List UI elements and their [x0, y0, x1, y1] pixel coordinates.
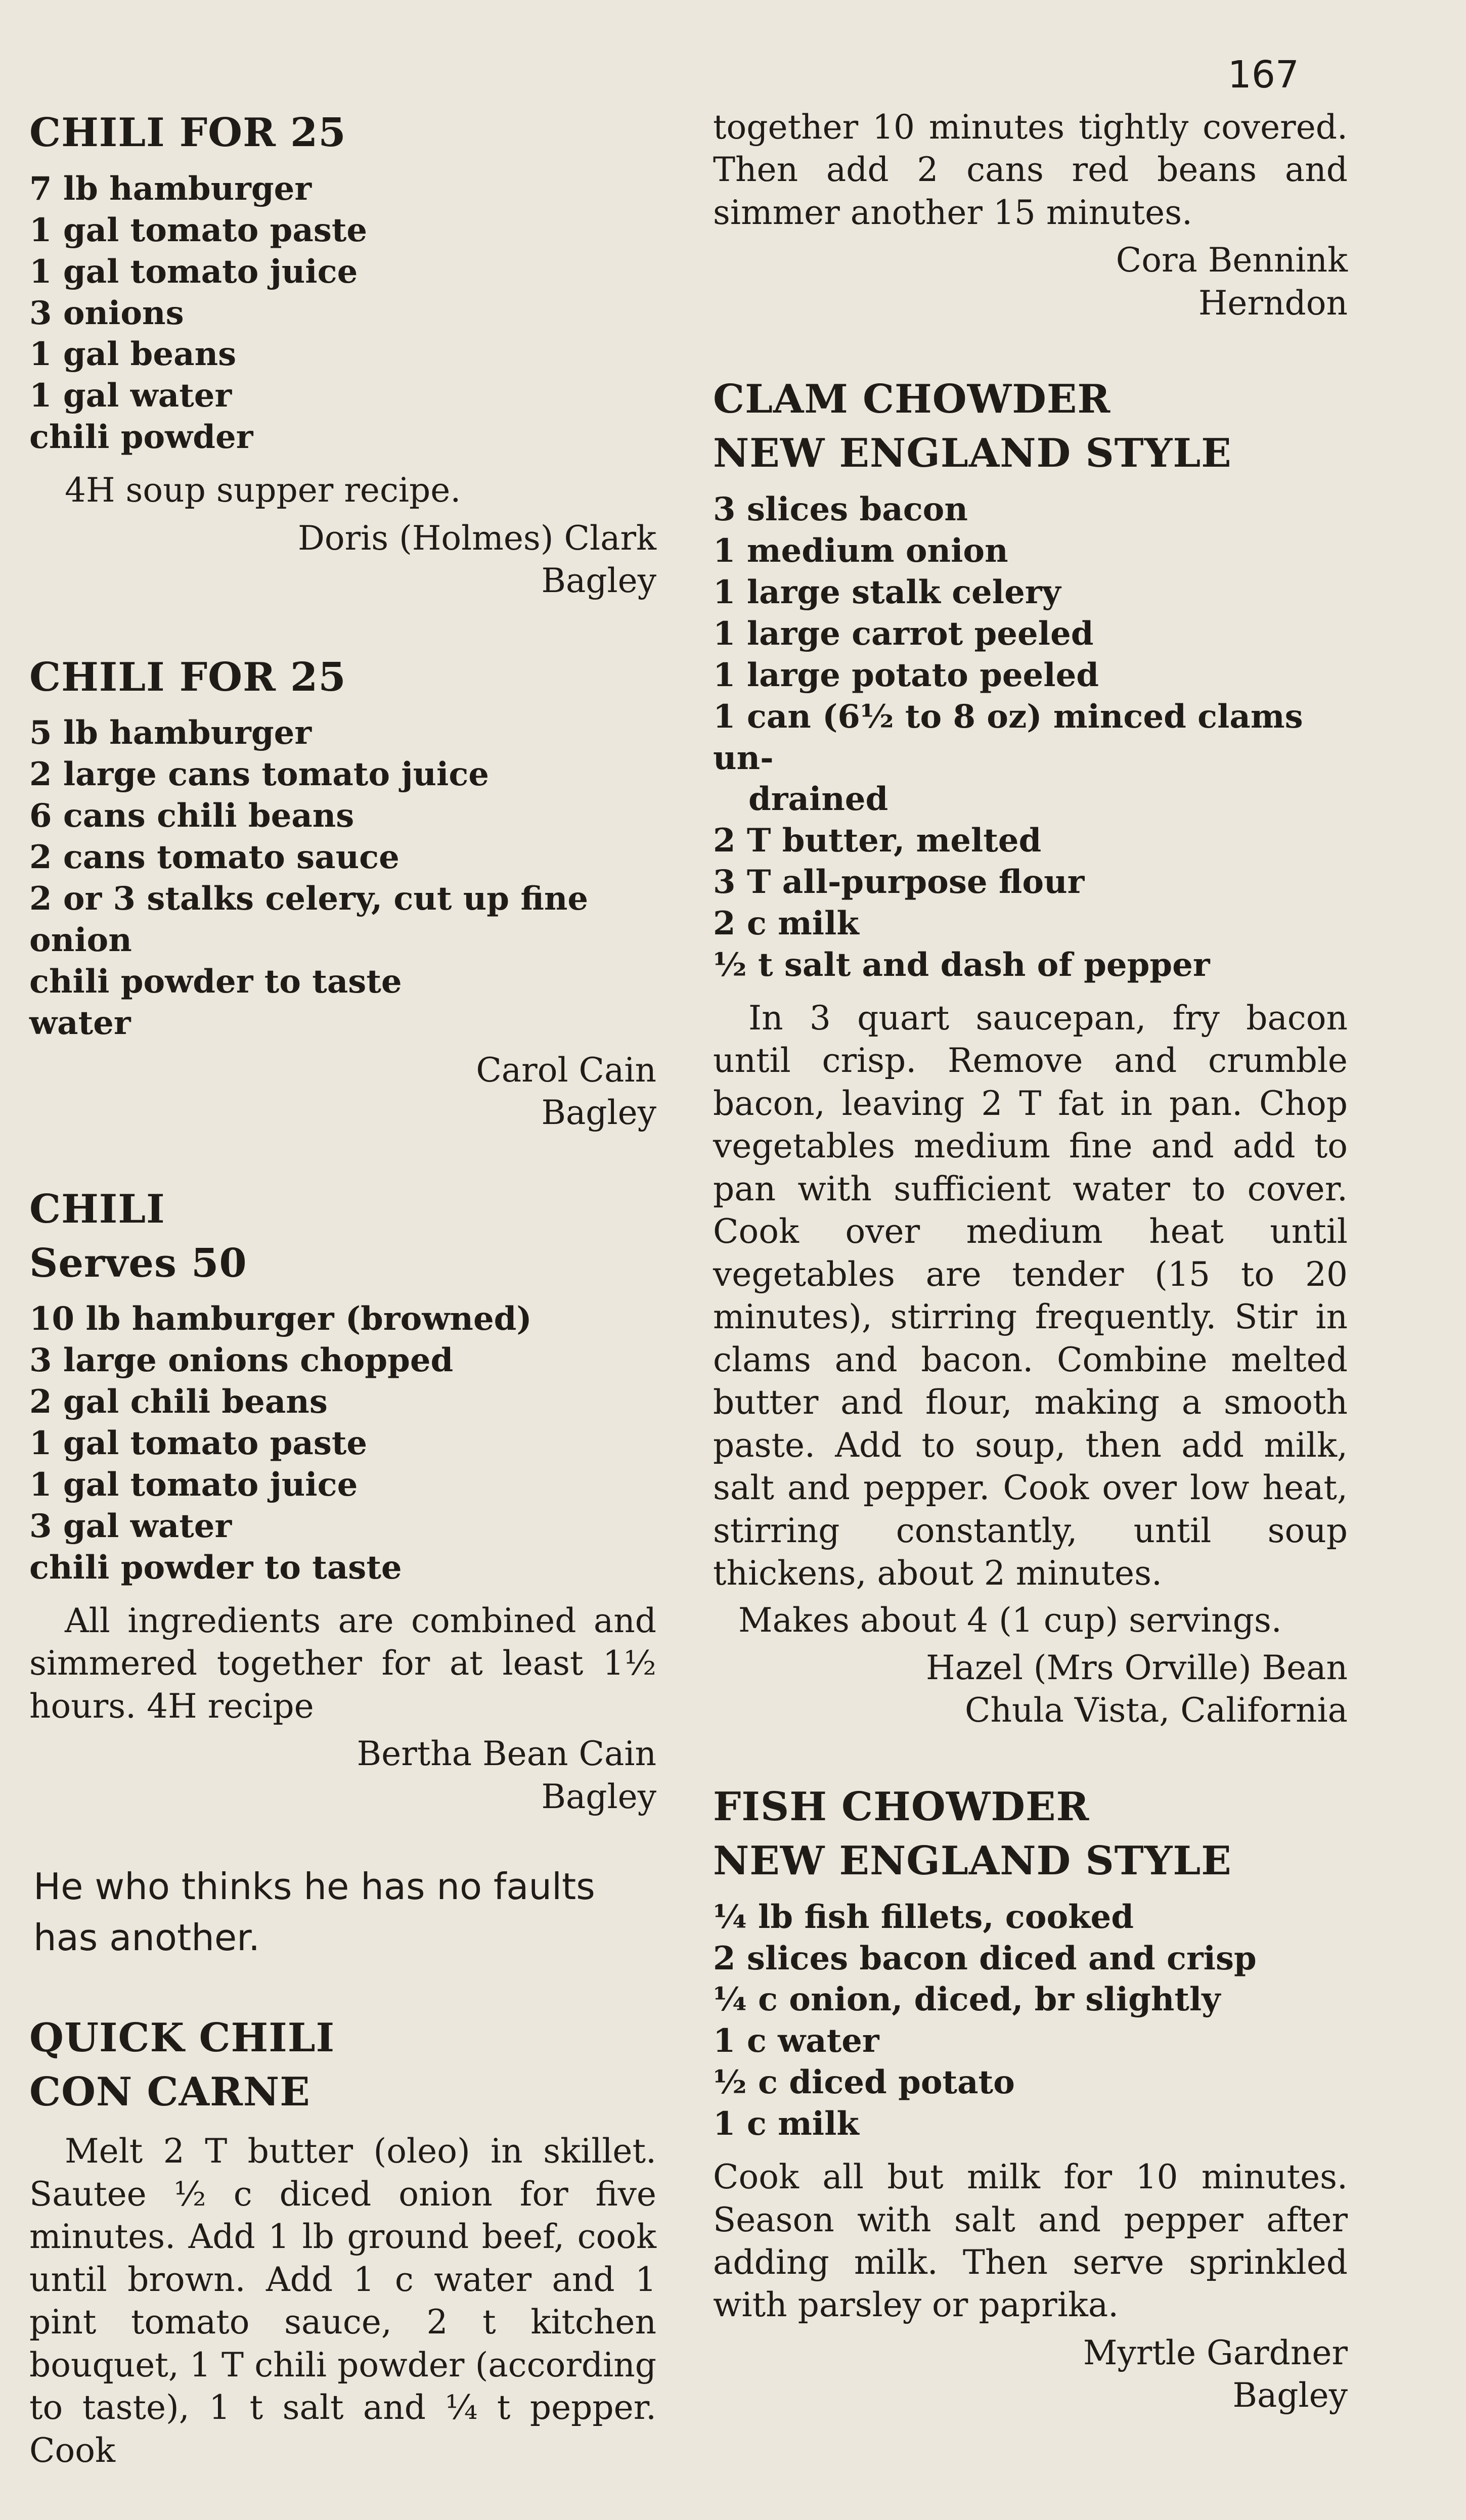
ingredient: 3 gal water: [29, 1507, 232, 1545]
recipe-subtitle: NEW ENGLAND STYLE: [713, 430, 1232, 477]
recipe-subtitle: NEW ENGLAND STYLE: [713, 1837, 1232, 1884]
ingredient: chili powder to taste: [29, 962, 402, 1001]
ingredient: onion: [29, 921, 132, 959]
left-column: [29, 106, 656, 2520]
recipe-chili-for-25-clark: [29, 106, 656, 603]
recipe-title: QUICK CHILI: [29, 2014, 335, 2061]
ingredient: ½ t salt and dash of pepper: [713, 946, 1210, 984]
ingredient: 5 lb hamburger: [29, 714, 312, 752]
recipe-title: CHILI FOR 25: [29, 110, 346, 156]
recipe-fish-chowder: [713, 1780, 1348, 2417]
ingredient-continued: drained: [748, 780, 889, 819]
credit-name: Hazel (Mrs Orville) Bean: [925, 1648, 1348, 1687]
credit-town: Bagley: [541, 561, 656, 601]
credit-town: Bagley: [541, 1093, 656, 1133]
ingredient-list: [29, 712, 656, 1044]
credit-town: Herndon: [1198, 283, 1348, 323]
credit-name: Doris (Holmes) Clark: [297, 518, 656, 558]
credit-town: Chula Vista, California: [964, 1691, 1348, 1730]
ingredient: 10 lb hamburger (browned): [29, 1300, 532, 1338]
ingredient: 1 c water: [713, 2022, 879, 2060]
ingredient: water: [29, 1004, 131, 1042]
ingredient: 2 c milk: [713, 905, 859, 943]
recipe-quick-chili: [29, 2011, 656, 2472]
recipe-yield: Makes about 4 (1 cup) servings.: [738, 1600, 1282, 1640]
recipe-credit: [713, 2332, 1348, 2417]
ingredient: 1 gal tomato paste: [29, 1424, 368, 1463]
ingredient: 1 gal tomato paste: [29, 211, 368, 249]
credit-name: Cora Bennink: [1116, 241, 1348, 280]
recipe-title: CHILI FOR 25: [29, 654, 346, 700]
recipe-continuation: [713, 106, 1348, 325]
recipe-chili-serves-50: [29, 1183, 656, 1818]
recipe-instructions: Cook all but milk for 10 minutes. Season with salt and pepper after adding milk. Then serve sprinkled with parsley or paprika.: [713, 2157, 1348, 2325]
recipe-instructions: In 3 quart saucepan, fry bacon until crisp. Remove and crumble bacon, leaving 2 T fat in pan. Chop vegetables medium fine and add to pan with sufficient water to cover. Cook over medium heat until vegetables are tender (15 to 20 minutes), stirring frequently. Stir in clams and bacon. Combine melted butter and flour, making a smooth paste. Add to soup, then add milk, salt and pepper. Cook over low heat, stirring constantly, until soup thickens, about 2 minutes.: [713, 998, 1348, 1593]
recipe-subtitle: CON CARNE: [29, 2068, 310, 2115]
recipe-instructions: Melt 2 T butter (oleo) in skillet. Sautee ½ c diced onion for five minutes. Add 1 lb ground beef, cook until brown. Add 1 c water and 1 pint tomato sauce, 2 t kitchen bouquet, 1 T chili powder (according to taste), 1 t salt and ¼ t pepper. Cook: [29, 2132, 656, 2470]
ingredient: 1 gal tomato juice: [29, 252, 358, 291]
right-column: [713, 106, 1348, 2465]
ingredient: 3 slices bacon: [713, 490, 968, 529]
recipe-instructions: All ingredients are combined and simmered together for at least 1½ hours. 4H recipe: [29, 1601, 656, 1726]
ingredient: 3 onions: [29, 294, 184, 332]
ingredient: 3 large onions chopped: [29, 1341, 454, 1380]
ingredient: chili powder to taste: [29, 1548, 402, 1587]
ingredient: ¼ lb fish fillets, cooked: [713, 1898, 1134, 1936]
recipe-chili-for-25-cain: [29, 651, 656, 1135]
recipe-clam-chowder: [713, 373, 1348, 1732]
ingredient: chili powder: [29, 418, 253, 457]
ingredient: 1 can (6½ to 8 oz) minced clams un-: [713, 697, 1303, 777]
ingredient: 7 lb hamburger: [29, 169, 312, 208]
ingredient: 1 gal water: [29, 377, 232, 415]
continued-instructions: together 10 minutes tightly covered. Then add 2 cans red beans and simmer another 15 minutes.: [713, 108, 1348, 232]
recipe-credit: [713, 1647, 1348, 1732]
ingredient: ½ c diced potato: [713, 2063, 1015, 2102]
recipe-credit: [29, 517, 656, 603]
credit-town: Bagley: [1232, 2376, 1348, 2415]
recipe-title: CHILI: [29, 1186, 165, 1232]
recipe-title: CLAM CHOWDER: [713, 376, 1111, 423]
ingredient: 2 T butter, melted: [713, 822, 1042, 860]
ingredient: 1 large potato peeled: [713, 656, 1099, 694]
filler-quote: He who thinks he has no faults has another.: [33, 1865, 595, 1959]
ingredient-list: [713, 1897, 1348, 2145]
recipe-subtitle: Serves 50: [29, 1240, 247, 1286]
ingredient: 3 T all-purpose flour: [713, 863, 1085, 902]
recipe-credit: [29, 1733, 656, 1818]
recipe-credit: [29, 1049, 656, 1135]
ingredient: ¼ c onion, diced, br slightly: [713, 1981, 1221, 2019]
credit-town: Bagley: [541, 1777, 656, 1816]
ingredient-list: [29, 1298, 656, 1588]
credit-name: Carol Cain: [476, 1050, 656, 1090]
ingredient: 1 gal beans: [29, 335, 237, 374]
ingredient-list: [713, 489, 1348, 986]
ingredient: 2 cans tomato sauce: [29, 838, 399, 877]
credit-name: Bertha Bean Cain: [357, 1734, 656, 1774]
ingredient-list: [29, 168, 656, 458]
recipe-title: FISH CHOWDER: [713, 1783, 1090, 1830]
ingredient: 1 large stalk celery: [713, 573, 1061, 611]
ingredient: 2 gal chili beans: [29, 1383, 328, 1421]
credit-name: Myrtle Gardner: [1083, 2333, 1348, 2372]
ingredient: 1 c milk: [713, 2105, 859, 2143]
ingredient: 1 large carrot peeled: [713, 614, 1094, 653]
ingredient: 6 cans chili beans: [29, 797, 354, 835]
recipe-note: 4H soup supper recipe.: [65, 471, 461, 510]
recipe-credit: [713, 239, 1348, 325]
ingredient: 1 gal tomato juice: [29, 1466, 358, 1504]
ingredient: 2 or 3 stalks celery, cut up fine: [29, 880, 589, 918]
page-number: 167: [1227, 53, 1299, 97]
ingredient: 2 large cans tomato juice: [29, 755, 489, 794]
ingredient: 1 medium onion: [713, 531, 1008, 570]
ingredient: 2 slices bacon diced and crisp: [713, 1939, 1257, 1977]
